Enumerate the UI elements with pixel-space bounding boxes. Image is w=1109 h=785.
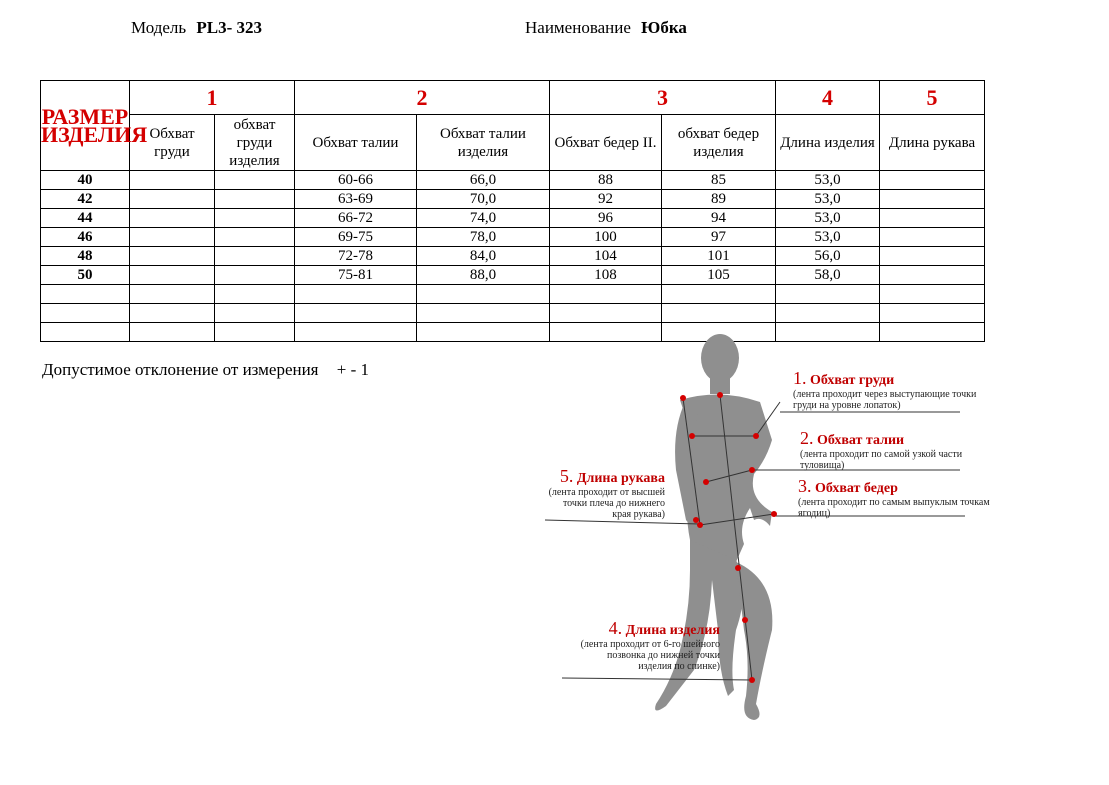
empty-cell — [215, 285, 295, 304]
callout-chest-title: Обхват груди — [810, 373, 895, 388]
model-label: Модель — [131, 18, 187, 37]
cell-chest-item — [215, 247, 295, 266]
empty-cell — [550, 285, 662, 304]
group-number-1: 1 — [130, 81, 295, 115]
product-name-heading — [525, 18, 687, 38]
callout-length — [575, 618, 720, 672]
callout-sleeve-title: Длина рукава — [576, 471, 665, 486]
tolerance-label: Допустимое отклонение от измерения — [42, 360, 319, 379]
cell-hips-item: 105 — [662, 266, 776, 285]
measurement-diagram — [540, 330, 1000, 730]
column-header-length: Длина изделия — [776, 115, 880, 171]
group-number-3: 3 — [550, 81, 776, 115]
column-header-waist-item: Обхват талии изделия — [417, 115, 550, 171]
empty-cell — [776, 285, 880, 304]
cell-chest — [130, 171, 215, 190]
cell-waist: 75-81 — [295, 266, 417, 285]
callout-length-desc: (лента проходит от 6-го шейного позвонка до нижней точки изделия по спинке) — [580, 639, 720, 672]
callout-sleeve-desc: (лента проходит от высшей точки плеча до нижнего края рукава) — [548, 487, 665, 520]
cell-chest — [130, 190, 215, 209]
table-row — [41, 266, 985, 285]
cell-sleeve — [880, 171, 985, 190]
empty-cell — [662, 304, 776, 323]
cell-length: 53,0 — [776, 209, 880, 228]
size-column-header: РАЗМЕР ИЗДЕЛИЯ — [41, 81, 130, 171]
callout-waist-number: 2. — [800, 428, 814, 448]
cell-chest-item — [215, 209, 295, 228]
cell-hips: 88 — [550, 171, 662, 190]
callout-hips-desc: (лента проходит по самым выпуклым точкам ягодиц) — [798, 497, 990, 519]
table-row — [41, 209, 985, 228]
size-table — [40, 80, 985, 342]
column-header-hips-item: обхват бедер изделия — [662, 115, 776, 171]
callout-chest-number: 1. — [793, 368, 807, 388]
cell-sleeve — [880, 247, 985, 266]
cell-sleeve — [880, 190, 985, 209]
empty-cell — [41, 285, 130, 304]
model-value: PL3- 323 — [196, 18, 263, 37]
cell-hips-item: 101 — [662, 247, 776, 266]
callout-hips-title: Обхват бедер — [815, 481, 898, 496]
cell-waist: 69-75 — [295, 228, 417, 247]
cell-hips-item: 94 — [662, 209, 776, 228]
empty-cell — [295, 323, 417, 342]
leader-sleeve — [545, 520, 700, 524]
cell-waist: 60-66 — [295, 171, 417, 190]
empty-cell — [215, 304, 295, 323]
table-row — [41, 190, 985, 209]
cell-waist-item: 66,0 — [417, 171, 550, 190]
callout-length-number: 4. — [608, 618, 623, 638]
cell-length: 53,0 — [776, 228, 880, 247]
cell-size: 48 — [41, 247, 130, 266]
cell-length: 56,0 — [776, 247, 880, 266]
name-label: Наименование — [525, 18, 631, 37]
cell-hips: 100 — [550, 228, 662, 247]
size-table-body — [41, 171, 985, 342]
empty-cell — [295, 304, 417, 323]
callout-chest-desc: (лента проходит через выступающие точки груди на уровне лопаток) — [793, 389, 977, 411]
cell-chest-item — [215, 190, 295, 209]
callout-waist-desc: (лента проходит по самой узкой части туловища) — [800, 449, 963, 471]
empty-cell — [295, 285, 417, 304]
empty-cell — [550, 304, 662, 323]
callout-waist — [800, 428, 980, 471]
cell-waist-item: 70,0 — [417, 190, 550, 209]
cell-waist-item: 78,0 — [417, 228, 550, 247]
tolerance-note — [42, 360, 369, 380]
table-row — [41, 171, 985, 190]
cell-size: 44 — [41, 209, 130, 228]
column-header-chest-item: обхват груди изделия — [215, 115, 295, 171]
cell-waist-item: 88,0 — [417, 266, 550, 285]
empty-cell — [130, 285, 215, 304]
cell-hips-item: 89 — [662, 190, 776, 209]
callout-sleeve-number: 5. — [559, 466, 574, 486]
callout-hips-number: 3. — [798, 476, 812, 496]
cell-sleeve — [880, 228, 985, 247]
cell-chest — [130, 247, 215, 266]
empty-cell — [130, 323, 215, 342]
cell-length: 53,0 — [776, 190, 880, 209]
cell-hips: 96 — [550, 209, 662, 228]
cell-length: 58,0 — [776, 266, 880, 285]
cell-size: 40 — [41, 171, 130, 190]
empty-cell — [776, 304, 880, 323]
cell-hips-item: 85 — [662, 171, 776, 190]
cell-sleeve — [880, 209, 985, 228]
empty-cell — [215, 323, 295, 342]
callout-waist-title: Обхват талии — [817, 433, 905, 448]
callout-hips — [798, 476, 993, 519]
group-number-2: 2 — [295, 81, 550, 115]
group-number-4: 4 — [776, 81, 880, 115]
column-header-sleeve: Длина рукава — [880, 115, 985, 171]
empty-cell — [41, 323, 130, 342]
cell-hips: 92 — [550, 190, 662, 209]
empty-cell — [130, 304, 215, 323]
callout-chest — [793, 368, 998, 411]
cell-waist: 72-78 — [295, 247, 417, 266]
cell-chest — [130, 266, 215, 285]
tolerance-value: + - 1 — [336, 360, 369, 379]
empty-cell — [662, 285, 776, 304]
empty-cell — [417, 285, 550, 304]
cell-size: 46 — [41, 228, 130, 247]
cell-size: 42 — [41, 190, 130, 209]
group-number-5: 5 — [880, 81, 985, 115]
empty-cell — [880, 285, 985, 304]
cell-chest-item — [215, 228, 295, 247]
cell-waist-item: 74,0 — [417, 209, 550, 228]
empty-cell — [41, 304, 130, 323]
cell-waist-item: 84,0 — [417, 247, 550, 266]
cell-chest-item — [215, 266, 295, 285]
table-row — [41, 247, 985, 266]
cell-hips: 108 — [550, 266, 662, 285]
cell-waist: 63-69 — [295, 190, 417, 209]
callout-sleeve — [545, 466, 665, 520]
model-heading — [131, 18, 262, 38]
cell-hips-item: 97 — [662, 228, 776, 247]
cell-chest — [130, 209, 215, 228]
callout-length-title: Длина изделия — [625, 623, 720, 638]
empty-table-row — [41, 304, 985, 323]
column-header-waist: Обхват талии — [295, 115, 417, 171]
cell-size: 50 — [41, 266, 130, 285]
empty-cell — [880, 304, 985, 323]
name-value: Юбка — [641, 18, 687, 37]
cell-hips: 104 — [550, 247, 662, 266]
cell-length: 53,0 — [776, 171, 880, 190]
cell-chest-item — [215, 171, 295, 190]
cell-sleeve — [880, 266, 985, 285]
cell-chest — [130, 228, 215, 247]
table-row — [41, 228, 985, 247]
column-header-hips: Обхват бедер II. — [550, 115, 662, 171]
empty-cell — [417, 304, 550, 323]
column-header-chest: Обхват груди — [130, 115, 215, 171]
empty-cell — [417, 323, 550, 342]
empty-table-row — [41, 285, 985, 304]
cell-waist: 66-72 — [295, 209, 417, 228]
